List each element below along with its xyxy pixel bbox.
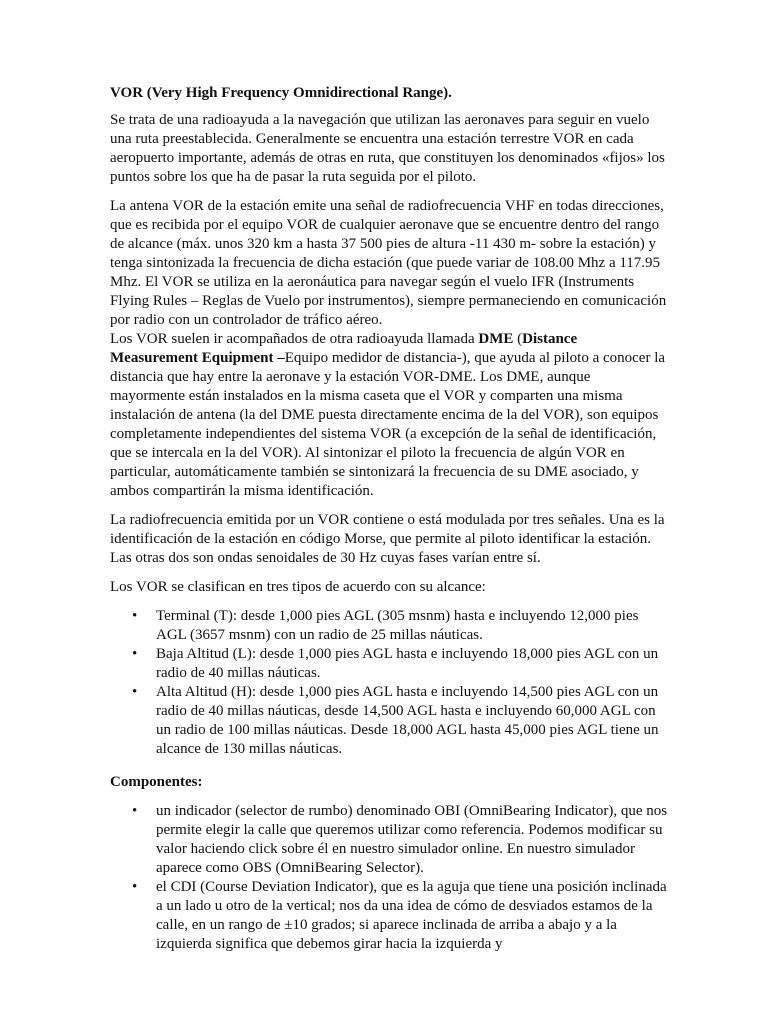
classification-list <box>110 607 668 759</box>
list-item <box>110 878 668 954</box>
list-item-text: Terminal (T): desde 1,000 pies AGL (305 msnm) hasta e incluyendo 12,000 pies AGL (3657 msnm) con un radio de 25 millas náuticas. <box>156 608 639 643</box>
modulation-paragraph: La radiofrecuencia emitida por un VOR contiene o está modulada por tres señales. Una es la identificación de la estación en código Morse, que permite al piloto identificar la estación. Las otras dos son ondas senoidales de 30 Hz cuyas fases varían entre sí. <box>110 512 665 566</box>
list-item <box>110 683 668 759</box>
antenna-paragraph: La antena VOR de la estación emite una señal de radiofrecuencia VHF en todas direcciones, que es recibida por el equipo VOR de cualquier aeronave que se encuentre dentro del rango de alcance (máx. unos 320 km a hasta 37 500 pies de altura -11 430 m- sobre la estación) y tenga sintonizada la frecuencia de dicha estación (que puede variar de 108.00 Mhz a 117.95 Mhz. El VOR se utiliza en la aeronáutica para navegar según el vuelo IFR (Instruments Flying Rules – Reglas de Vuelo por instrumentos), siempre permaneciendo en comunicación por radio con un controlador de tráfico aéreo. <box>110 198 667 328</box>
bullet-icon: • <box>132 803 138 819</box>
list-item-text: el CDI (Course Deviation Indicator), que es la aguja que tiene una posición inclinada a un lado u otro de la vertical; nos da una idea de cómo de desviados estamos de la calle, en un rango de ±10 grados; si aparece inclinada de arriba a abajo y a la izquierda significa que debemos girar hacia la izquierda y <box>156 879 667 952</box>
dme-paragraph <box>110 330 668 501</box>
classification-intro: Los VOR se clasifican en tres tipos de acuerdo con su alcance: <box>110 579 486 595</box>
components-list <box>110 802 668 954</box>
list-item <box>110 607 668 645</box>
list-item <box>110 802 668 878</box>
dme-text-1: Los VOR suelen ir acompañados de otra radioayuda llamada <box>110 331 479 347</box>
dme-text-3: Equipo medidor de distancia-), que ayuda al piloto a conocer la distancia que hay entre la aeronave y la estación VOR-DME. Los DME, aunque mayormente están instalados en la misma caseta que el VOR y comparten una misma instalación de antena (la del DME puesta directamente encima de la del VOR), son equipos completamente independientes del sistema VOR (a excepción de la señal de identificación, que se intercala en la del VOR). Al sintonizar el piloto la frecuencia de algún VOR en particular, automáticamente también se sintonizará la frecuencia de su DME asociado, y ambos compartirán la misma identificación. <box>110 350 666 499</box>
list-item <box>110 645 668 683</box>
document-title: VOR (Very High Frequency Omnidirectional Range). <box>110 85 452 101</box>
dme-term: DME <box>478 331 514 347</box>
components-heading: Componentes: <box>110 774 203 790</box>
bullet-icon: • <box>132 879 138 895</box>
dme-expansion: Distance Measurement Equipment – <box>110 331 578 366</box>
bullet-icon: • <box>132 608 138 624</box>
list-item-text: Baja Altitud (L): desde 1,000 pies AGL hasta e incluyendo 18,000 pies AGL con un radio de 40 millas náuticas. <box>156 646 659 681</box>
bullet-icon: • <box>132 684 138 700</box>
list-item-text: Alta Altitud (H): desde 1,000 pies AGL hasta e incluyendo 14,500 pies AGL con un radio de 40 millas náuticas, desde 14,500 AGL hasta e incluyendo 60,000 AGL con un radio de 100 millas náuticas. Desde 18,000 AGL hasta 45,000 pies AGL tiene un alcance de 130 millas náuticas. <box>156 684 659 757</box>
list-item-text: un indicador (selector de rumbo) denominado OBI (OmniBearing Indicator), que nos permite elegir la calle que queremos utilizar como referencia. Podemos modificar su valor haciendo click sobre él en nuestro simulador online. En nuestro simulador aparece como OBS (OmniBearing Selector). <box>156 803 668 876</box>
intro-paragraph: Se trata de una radioayuda a la navegación que utilizan las aeronaves para seguir en vuelo una ruta preestablecida. Generalmente se encuentra una estación terrestre VOR en cada aeropuerto importante, además de otras en ruta, que constituyen los denominados «fijos» los puntos sobre los que ha de pasar la ruta seguida por el piloto. <box>110 112 665 185</box>
bullet-icon: • <box>132 646 138 662</box>
dme-text-2: ( <box>513 331 523 347</box>
